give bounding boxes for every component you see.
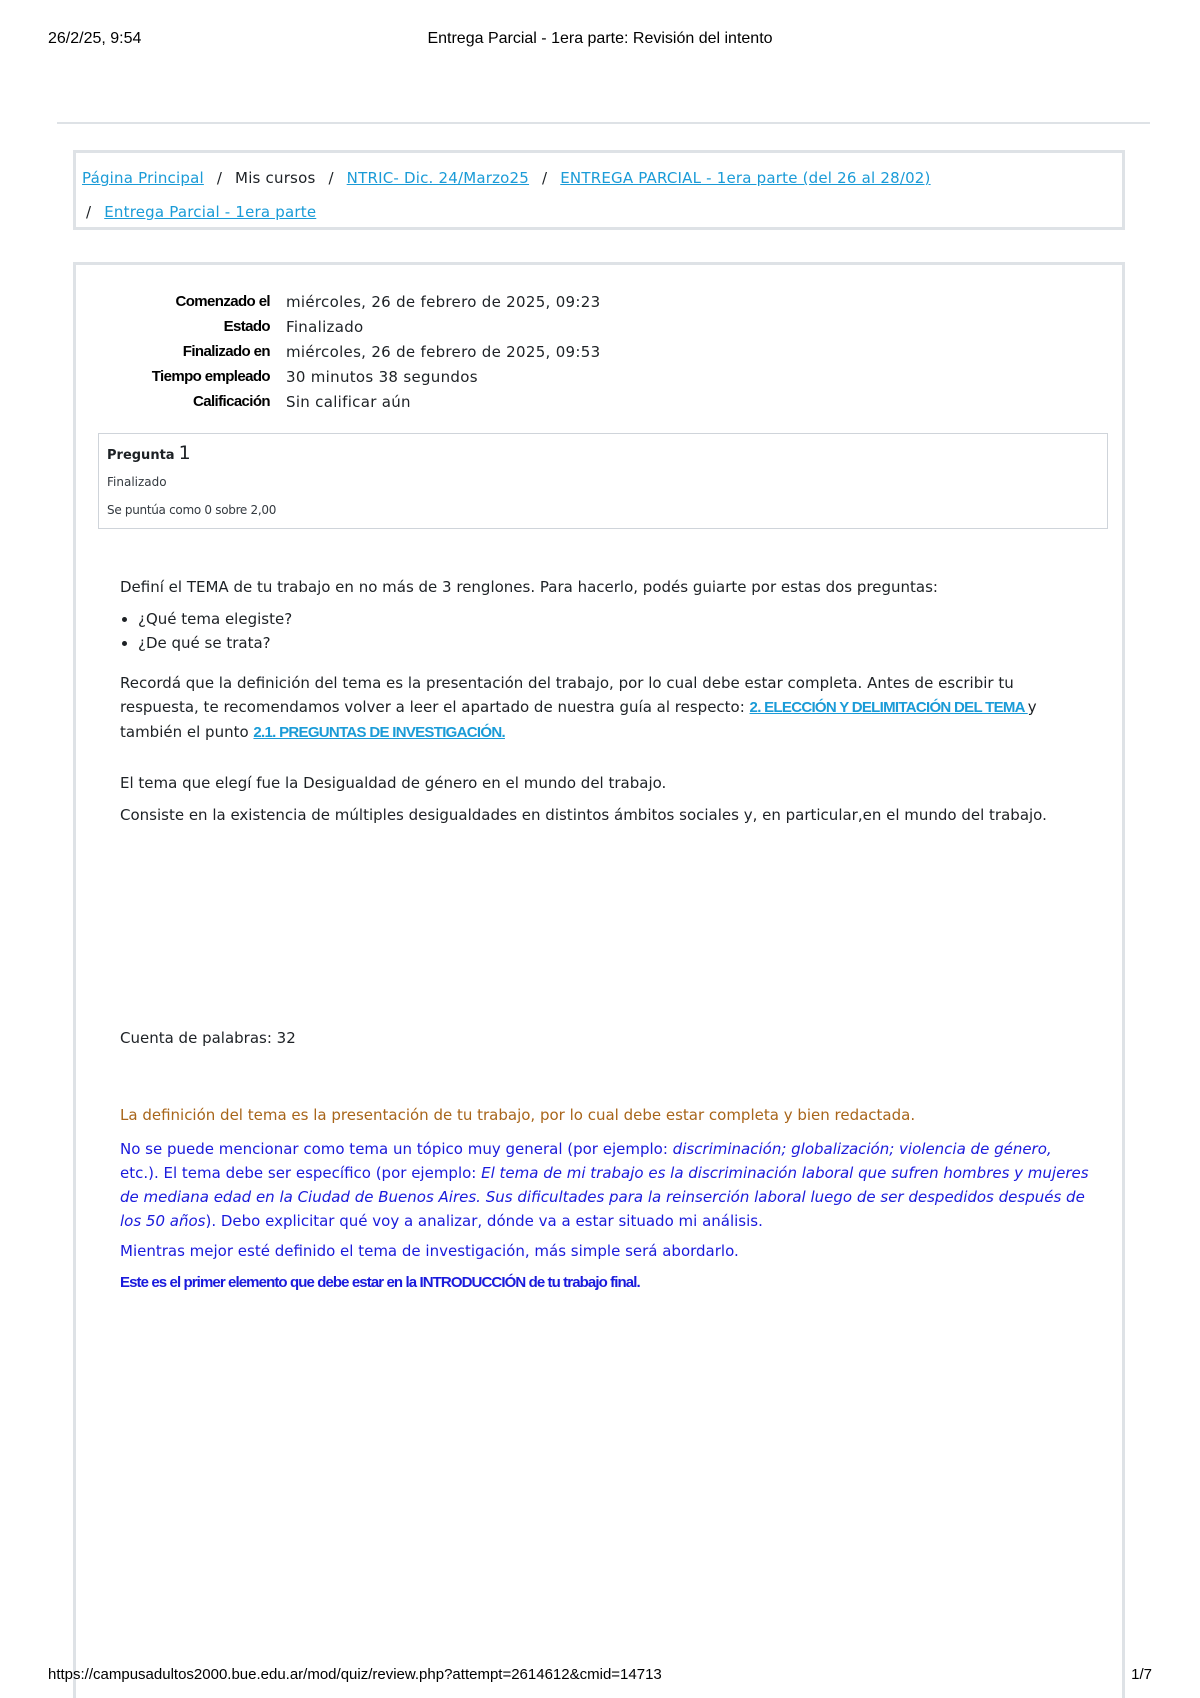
feedback-line: Mientras mejor esté definido el tema de investigación, más simple será abordarlo. <box>120 1242 739 1260</box>
quiz-review-region <box>73 262 1125 1698</box>
summary-label: Estado <box>223 318 270 335</box>
summary-label: Finalizado en <box>182 343 270 360</box>
summary-label: Tiempo empleado <box>151 368 270 385</box>
summary-value: 30 minutos 38 segundos <box>286 368 478 386</box>
question-text <box>120 575 1095 745</box>
attempt-summary-table <box>92 291 600 416</box>
question-number <box>107 438 1099 468</box>
print-page-title: Entrega Parcial - 1era parte: Revisión del intento <box>427 30 773 47</box>
summary-label: Comenzado el <box>175 293 270 310</box>
header-divider <box>57 122 1150 124</box>
question-bullets <box>120 607 1095 655</box>
breadcrumb-separator: / <box>86 203 92 221</box>
summary-value: miércoles, 26 de febrero de 2025, 09:23 <box>286 293 601 311</box>
summary-value: Sin calificar aún <box>286 393 411 411</box>
summary-label: Calificación <box>193 393 270 410</box>
question-reminder <box>120 671 1095 745</box>
print-footer <box>0 1666 1200 1686</box>
question-intro: Definí el TEMA de tu trabajo en no más de 3 renglones. Para hacerlo, podés guiarte por estas dos preguntas: <box>120 578 938 596</box>
summary-row-state <box>92 316 600 341</box>
reminder-text: Recordá que la definición del tema es la presentación del trabajo, por lo cual debe estar completa. Antes de escribir tu respuesta, te recomendamos volver a leer el apartado de nuestra guía al respecto: <box>120 674 1014 716</box>
answer-line: El tema que elegí fue la Desigualdad de género en el mundo del trabajo. <box>120 774 667 792</box>
feedback-text: ). Debo explicitar qué voy a analizar, dónde va a estar situado mi análisis. <box>205 1212 763 1230</box>
question-number-value: 1 <box>178 442 191 464</box>
feedback-text: etc.). El tema debe ser específico (por ejemplo: <box>120 1164 482 1182</box>
breadcrumb-quiz-link[interactable]: Entrega Parcial - 1era parte <box>104 203 317 221</box>
question-label: Pregunta <box>107 448 175 463</box>
summary-row-completed <box>92 341 600 366</box>
feedback-paragraph <box>120 1137 1095 1233</box>
question-state: Finalizado <box>107 475 167 489</box>
feedback-line: La definición del tema es la presentación de tu trabajo, por lo cual debe estar completa y bien redactada. <box>120 1106 916 1124</box>
feedback-emphasis: Este es el primer elemento que debe estar en la INTRODUCCIÓN de tu trabajo final. <box>120 1274 640 1291</box>
print-page-number: 1/7 <box>1131 1666 1152 1683</box>
question-grade: Se puntúa como 0 sobre 2,00 <box>107 503 277 517</box>
guide-topic-link[interactable]: 2. ELECCIÓN Y DELIMITACIÓN DEL TEMA <box>749 699 1028 716</box>
summary-row-grade <box>92 391 600 416</box>
feedback-example: El tema de mi trabajo es la discriminación laboral que sufren hombres y mujeres de mediana edad en la Ciudad de Buenos Aires. Sus dificultades para la reinserción laboral luego de ser despedidos después de los 50 años <box>120 1164 1089 1230</box>
breadcrumb <box>73 150 1125 230</box>
feedback-example: discriminación; globalización; violencia de género, <box>672 1140 1052 1158</box>
print-url: https://campusadultos2000.bue.edu.ar/mod/quiz/review.php?attempt=2614612&cmid=14713 <box>48 1666 662 1683</box>
student-answer <box>120 771 1095 835</box>
summary-value: Finalizado <box>286 318 364 336</box>
list-item: • ¿Qué tema elegiste? <box>138 607 1095 631</box>
breadcrumb-separator: / <box>216 169 223 187</box>
list-item: • ¿De qué se trata? <box>138 631 1095 655</box>
breadcrumb-section-link[interactable]: ENTREGA PARCIAL - 1era parte (del 26 al 28/02) <box>560 169 931 187</box>
breadcrumb-home-link[interactable]: Página Principal <box>82 169 204 187</box>
summary-value: miércoles, 26 de febrero de 2025, 09:53 <box>286 343 601 361</box>
breadcrumb-separator: / <box>328 169 334 187</box>
breadcrumb-separator: / <box>542 169 548 187</box>
print-header <box>0 30 1200 52</box>
summary-row-started <box>92 291 600 316</box>
question-info-box <box>98 433 1108 529</box>
research-questions-link[interactable]: 2.1. PREGUNTAS DE INVESTIGACIÓN. <box>253 724 505 741</box>
print-date: 26/2/25, 9:54 <box>48 30 142 47</box>
breadcrumb-my-courses: Mis cursos <box>235 169 316 187</box>
general-feedback <box>120 1103 1095 1295</box>
reminder-text: y también el punto <box>120 698 1037 741</box>
answer-line: Consiste en la existencia de múltiples desigualdades en distintos ámbitos sociales y, en particular,en el mundo del trabajo. <box>120 806 1047 824</box>
summary-row-time-taken <box>92 366 600 391</box>
breadcrumb-course-link[interactable]: NTRIC- Dic. 24/Marzo25 <box>346 169 530 187</box>
feedback-text: No se puede mencionar como tema un tópico muy general (por ejemplo: <box>120 1140 673 1158</box>
word-count: Cuenta de palabras: 32 <box>120 1029 296 1047</box>
